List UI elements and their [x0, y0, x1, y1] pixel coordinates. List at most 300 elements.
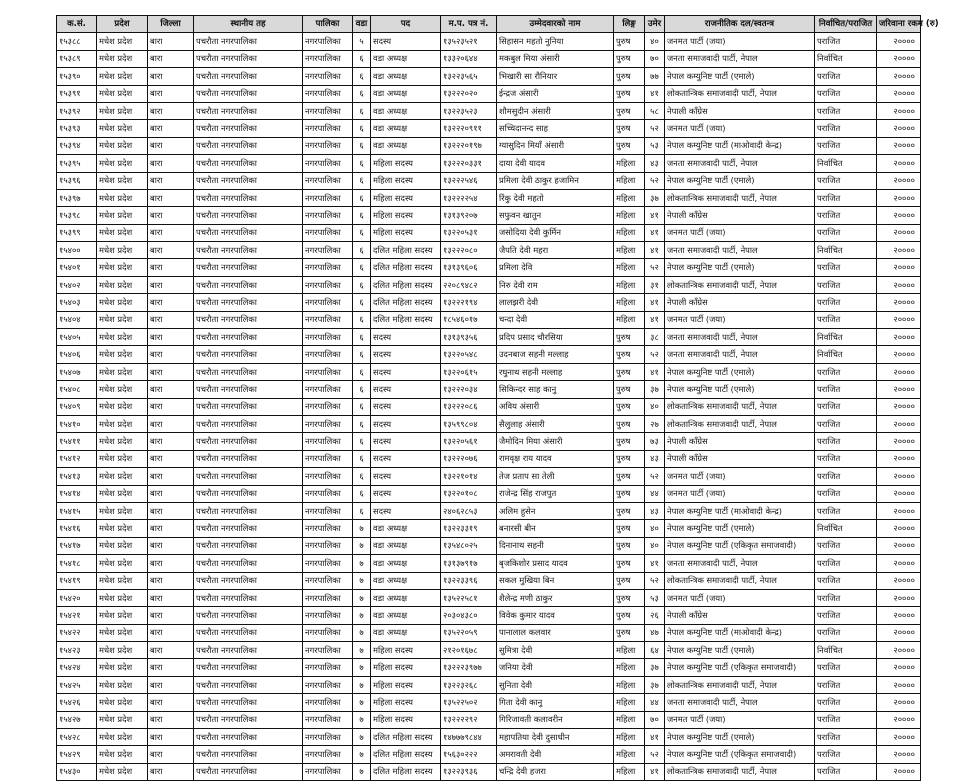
cell-ballot-number: १३५२२५८१ [441, 589, 497, 606]
cell-gender: पुरुष [614, 589, 645, 606]
cell-district: बारा [148, 659, 194, 676]
table-row [57, 659, 921, 676]
cell-district: बारा [148, 329, 194, 346]
cell-municipality-type: नगरपालिका [303, 120, 353, 137]
cell-municipality-type: नगरपालिका [303, 607, 353, 624]
cell-serial-number: १५३९१ [57, 85, 97, 102]
cell-serial-number: १५३९७ [57, 189, 97, 206]
cell-political-party: लोकतान्त्रिक समाजवादी पार्टी, नेपाल [665, 763, 815, 780]
cell-age: ५२ [645, 120, 665, 137]
cell-ballot-number: १३५४८०२५ [441, 537, 497, 554]
cell-result: पराजित [815, 102, 877, 119]
column-header-serial-number: क.सं. [57, 16, 97, 33]
cell-ward: ६ [353, 68, 371, 85]
cell-fine-amount: २०००० [877, 468, 921, 485]
cell-post: सदस्य [371, 450, 441, 467]
cell-post: महिला सदस्य [371, 642, 441, 659]
cell-serial-number: १५३९८ [57, 207, 97, 224]
cell-candidate-name: शौमसुदीन अंसारी [497, 102, 614, 119]
cell-ward: ७ [353, 555, 371, 572]
cell-serial-number: १५३८९ [57, 50, 97, 67]
cell-serial-number: १५४०२ [57, 276, 97, 293]
cell-serial-number: १५४२९ [57, 746, 97, 763]
cell-district: बारा [148, 207, 194, 224]
cell-political-party: नेपाली काँग्रेस [665, 294, 815, 311]
cell-local-level: पचरौता नगरपालिका [194, 520, 303, 537]
cell-ward: ५ [353, 33, 371, 50]
cell-post: सदस्य [371, 381, 441, 398]
cell-local-level: पचरौता नगरपालिका [194, 294, 303, 311]
cell-municipality-type: नगरपालिका [303, 694, 353, 711]
cell-district: बारा [148, 363, 194, 380]
cell-age: ५२ [645, 468, 665, 485]
cell-candidate-name: उदनबाज सहनी मल्लाह [497, 346, 614, 363]
cell-local-level: पचरौता नगरपालिका [194, 642, 303, 659]
cell-ballot-number: २२०८९४८२ [441, 276, 497, 293]
cell-post: दलित महिला सदस्य [371, 763, 441, 780]
cell-ward: ७ [353, 537, 371, 554]
cell-gender: पुरुष [614, 572, 645, 589]
cell-local-level: पचरौता नगरपालिका [194, 50, 303, 67]
cell-ballot-number: १३२२२५४६ [441, 172, 497, 189]
cell-ward: ७ [353, 642, 371, 659]
cell-political-party: लोकतान्त्रिक समाजवादी पार्टी, नेपाल [665, 276, 815, 293]
cell-candidate-name: सफुवन खातुन [497, 207, 614, 224]
cell-age: ४० [645, 537, 665, 554]
cell-gender: पुरुष [614, 33, 645, 50]
cell-post: महिला सदस्य [371, 189, 441, 206]
cell-local-level: पचरौता नगरपालिका [194, 85, 303, 102]
cell-post: वडा अध्यक्ष [371, 589, 441, 606]
cell-local-level: पचरौता नगरपालिका [194, 555, 303, 572]
cell-gender: पुरुष [614, 329, 645, 346]
cell-political-party: नेपाल कम्युनिष्ट पार्टी (माओवादी केन्द्र) [665, 624, 815, 641]
cell-gender: पुरुष [614, 346, 645, 363]
table-row [57, 537, 921, 554]
cell-serial-number: १५४०१ [57, 259, 97, 276]
cell-municipality-type: नगरपालिका [303, 207, 353, 224]
cell-result: पराजित [815, 363, 877, 380]
cell-local-level: पचरौता नगरपालिका [194, 172, 303, 189]
cell-candidate-name: निरु देवी राम [497, 276, 614, 293]
cell-political-party: जनमत पार्टी (जया) [665, 224, 815, 241]
cell-post: सदस्य [371, 33, 441, 50]
cell-post: वडा अध्यक्ष [371, 137, 441, 154]
cell-fine-amount: २०००० [877, 120, 921, 137]
cell-candidate-name: बनारसी बीन [497, 520, 614, 537]
cell-gender: पुरुष [614, 502, 645, 519]
cell-candidate-name: भिखारी सा रौनियार [497, 68, 614, 85]
cell-result: पराजित [815, 468, 877, 485]
cell-district: बारा [148, 450, 194, 467]
cell-post: वडा अध्यक्ष [371, 572, 441, 589]
cell-result: निर्वाचित [815, 642, 877, 659]
cell-serial-number: १५४०८ [57, 381, 97, 398]
cell-fine-amount: २०००० [877, 276, 921, 293]
cell-province: मधेश प्रदेश [97, 276, 148, 293]
cell-serial-number: १५३९४ [57, 137, 97, 154]
cell-local-level: पचरौता नगरपालिका [194, 33, 303, 50]
cell-province: मधेश प्रदेश [97, 294, 148, 311]
cell-local-level: पचरौता नगरपालिका [194, 589, 303, 606]
cell-candidate-name: जनिया देवी [497, 659, 614, 676]
cell-ward: ६ [353, 155, 371, 172]
cell-candidate-name: चन्दा देवी [497, 311, 614, 328]
cell-municipality-type: नगरपालिका [303, 520, 353, 537]
cell-fine-amount: २०००० [877, 659, 921, 676]
cell-local-level: पचरौता नगरपालिका [194, 381, 303, 398]
table-row [57, 711, 921, 728]
cell-province: मधेश प्रदेश [97, 137, 148, 154]
cell-gender: महिला [614, 711, 645, 728]
cell-gender: महिला [614, 259, 645, 276]
cell-political-party: नेपाल कम्युनिष्ट पार्टी (एमाले) [665, 363, 815, 380]
cell-district: बारा [148, 433, 194, 450]
cell-local-level: पचरौता नगरपालिका [194, 346, 303, 363]
cell-political-party: जनता समाजवादी पार्टी, नेपाल [665, 242, 815, 259]
cell-political-party: नेपाल कम्युनिष्ट पार्टी (माओवादी केन्द्र) [665, 137, 815, 154]
cell-local-level: पचरौता नगरपालिका [194, 259, 303, 276]
cell-age: ४४ [645, 694, 665, 711]
cell-age: ५२ [645, 172, 665, 189]
cell-post: सदस्य [371, 346, 441, 363]
cell-candidate-name: सुमित्रा देवी [497, 642, 614, 659]
candidate-table [56, 15, 939, 781]
cell-municipality-type: नगरपालिका [303, 711, 353, 728]
cell-province: मधेश प्रदेश [97, 189, 148, 206]
cell-ward: ६ [353, 172, 371, 189]
cell-gender: महिला [614, 311, 645, 328]
cell-fine-amount: २०००० [877, 746, 921, 763]
table-row [57, 68, 921, 85]
cell-political-party: नेपाल कम्युनिष्ट पार्टी (एकिकृत समाजवादी) [665, 746, 815, 763]
cell-district: बारा [148, 120, 194, 137]
cell-ward: ६ [353, 50, 371, 67]
cell-ward: ६ [353, 102, 371, 119]
cell-province: मधेश प्रदेश [97, 224, 148, 241]
cell-province: मधेश प्रदेश [97, 659, 148, 676]
cell-post: वडा अध्यक्ष [371, 68, 441, 85]
cell-ballot-number: १३१३९६०६ [441, 259, 497, 276]
cell-age: ४७ [645, 624, 665, 641]
cell-ward: ७ [353, 729, 371, 746]
cell-ward: ६ [353, 259, 371, 276]
cell-ward: ७ [353, 694, 371, 711]
column-header-fine-amount: जरिवाना रकम (रु) [877, 16, 921, 33]
cell-local-level: पचरौता नगरपालिका [194, 746, 303, 763]
cell-ward: ६ [353, 502, 371, 519]
cell-fine-amount: २०००० [877, 642, 921, 659]
cell-province: मधेश प्रदेश [97, 346, 148, 363]
cell-ballot-number: १३२२२०२० [441, 85, 497, 102]
cell-province: मधेश प्रदेश [97, 520, 148, 537]
table-row [57, 224, 921, 241]
cell-province: मधेश प्रदेश [97, 607, 148, 624]
cell-political-party: नेपाल कम्युनिष्ट पार्टी (एमाले) [665, 172, 815, 189]
cell-age: ३७ [645, 659, 665, 676]
cell-local-level: पचरौता नगरपालिका [194, 572, 303, 589]
cell-ward: ६ [353, 398, 371, 415]
cell-local-level: पचरौता नगरपालिका [194, 224, 303, 241]
cell-ward: ७ [353, 746, 371, 763]
cell-serial-number: १५४१९ [57, 572, 97, 589]
cell-serial-number: १५४१८ [57, 555, 97, 572]
cell-province: मधेश प्रदेश [97, 676, 148, 693]
table-row [57, 137, 921, 154]
cell-municipality-type: नगरपालिका [303, 642, 353, 659]
cell-gender: पुरुष [614, 137, 645, 154]
cell-candidate-name: अलिम हुसेन [497, 502, 614, 519]
cell-serial-number: १५३८८ [57, 33, 97, 50]
cell-age: ४१ [645, 555, 665, 572]
cell-candidate-name: दाया देवी यादव [497, 155, 614, 172]
cell-serial-number: १५४११ [57, 433, 97, 450]
cell-post: सदस्य [371, 329, 441, 346]
cell-candidate-name: जैपति देवी महरा [497, 242, 614, 259]
table-row [57, 363, 921, 380]
cell-local-level: पचरौता नगरपालिका [194, 102, 303, 119]
cell-serial-number: १५४१७ [57, 537, 97, 554]
cell-political-party: लोकतान्त्रिक समाजवादी पार्टी, नेपाल [665, 572, 815, 589]
cell-ballot-number: १३२२२०८० [441, 242, 497, 259]
cell-ward: ७ [353, 607, 371, 624]
cell-political-party: नेपाल कम्युनिष्ट पार्टी (एमाले) [665, 642, 815, 659]
cell-gender: महिला [614, 729, 645, 746]
cell-gender: महिला [614, 207, 645, 224]
cell-municipality-type: नगरपालिका [303, 676, 353, 693]
cell-age: ४४ [645, 485, 665, 502]
cell-local-level: पचरौता नगरपालिका [194, 207, 303, 224]
cell-ward: ६ [353, 346, 371, 363]
cell-municipality-type: नगरपालिका [303, 102, 353, 119]
table-row [57, 398, 921, 415]
table-row [57, 85, 921, 102]
cell-ballot-number: १३२२३२६८ [441, 676, 497, 693]
cell-serial-number: १५४१२ [57, 450, 97, 467]
column-header-ward: वडा [353, 16, 371, 33]
cell-gender: महिला [614, 294, 645, 311]
cell-political-party: जनमत पार्टी (जया) [665, 711, 815, 728]
cell-serial-number: १५४१६ [57, 520, 97, 537]
cell-candidate-name: सिकिन्दर साह कानु [497, 381, 614, 398]
cell-ward: ६ [353, 311, 371, 328]
cell-municipality-type: नगरपालिका [303, 746, 353, 763]
cell-age: ५३ [645, 137, 665, 154]
cell-post: वडा अध्यक्ष [371, 520, 441, 537]
cell-ballot-number: १३२२३३१९ [441, 520, 497, 537]
table-row [57, 642, 921, 659]
cell-fine-amount: २०००० [877, 381, 921, 398]
table-row [57, 311, 921, 328]
cell-post: वडा अध्यक्ष [371, 624, 441, 641]
cell-municipality-type: नगरपालिका [303, 189, 353, 206]
cell-age: ४३ [645, 502, 665, 519]
cell-age: ३७ [645, 381, 665, 398]
table-row [57, 607, 921, 624]
cell-result: पराजित [815, 259, 877, 276]
cell-fine-amount: २०००० [877, 502, 921, 519]
cell-post: सदस्य [371, 398, 441, 415]
cell-candidate-name: सकल मुखिया बिन [497, 572, 614, 589]
cell-serial-number: १५४१३ [57, 468, 97, 485]
cell-municipality-type: नगरपालिका [303, 137, 353, 154]
cell-ballot-number: १३२२३३९६ [441, 572, 497, 589]
cell-post: सदस्य [371, 485, 441, 502]
cell-age: ३१ [645, 276, 665, 293]
table-row [57, 207, 921, 224]
cell-district: बारा [148, 259, 194, 276]
cell-candidate-name: सुनिता देवी [497, 676, 614, 693]
cell-gender: पुरुष [614, 485, 645, 502]
cell-gender: पुरुष [614, 537, 645, 554]
cell-district: बारा [148, 189, 194, 206]
cell-local-level: पचरौता नगरपालिका [194, 311, 303, 328]
cell-post: वडा अध्यक्ष [371, 102, 441, 119]
cell-district: बारा [148, 763, 194, 780]
cell-result: पराजित [815, 85, 877, 102]
cell-result: पराजित [815, 624, 877, 641]
cell-age: ४१ [645, 242, 665, 259]
table-row [57, 450, 921, 467]
cell-fine-amount: २०००० [877, 50, 921, 67]
cell-fine-amount: २०००० [877, 589, 921, 606]
table-row [57, 276, 921, 293]
cell-result: पराजित [815, 659, 877, 676]
cell-serial-number: १५४०५ [57, 329, 97, 346]
cell-fine-amount: २०००० [877, 433, 921, 450]
cell-candidate-name: रघुनाथ सहनी मल्लाह [497, 363, 614, 380]
cell-result: पराजित [815, 433, 877, 450]
cell-province: मधेश प्रदेश [97, 33, 148, 50]
cell-municipality-type: नगरपालिका [303, 450, 353, 467]
cell-ward: ७ [353, 589, 371, 606]
cell-district: बारा [148, 50, 194, 67]
cell-result: निर्वाचित [815, 155, 877, 172]
cell-ward: ६ [353, 415, 371, 432]
cell-post: दलित महिला सदस्य [371, 746, 441, 763]
cell-result: पराजित [815, 572, 877, 589]
cell-political-party: नेपाली काँग्रेस [665, 450, 815, 467]
cell-candidate-name: प्रमिला देवि [497, 259, 614, 276]
cell-ballot-number: १३२२२०७६ [441, 450, 497, 467]
cell-ward: ७ [353, 763, 371, 780]
cell-district: बारा [148, 172, 194, 189]
cell-age: ७३ [645, 433, 665, 450]
cell-age: ४० [645, 398, 665, 415]
cell-ward: ६ [353, 468, 371, 485]
cell-gender: पुरुष [614, 607, 645, 624]
cell-municipality-type: नगरपालिका [303, 381, 353, 398]
cell-fine-amount: २०००० [877, 137, 921, 154]
cell-gender: महिला [614, 172, 645, 189]
cell-age: ५३ [645, 589, 665, 606]
cell-ward: ६ [353, 276, 371, 293]
cell-ballot-number: १३२२३५२३ [441, 102, 497, 119]
table-row [57, 468, 921, 485]
column-header-province: प्रदेश [97, 16, 148, 33]
cell-fine-amount: २०००० [877, 189, 921, 206]
cell-fine-amount: २०००० [877, 172, 921, 189]
cell-gender: पुरुष [614, 398, 645, 415]
cell-local-level: पचरौता नगरपालिका [194, 242, 303, 259]
cell-age: ३७ [645, 676, 665, 693]
cell-fine-amount: २०००० [877, 102, 921, 119]
cell-ballot-number: २०३०४३८० [441, 607, 497, 624]
cell-ballot-number: १३२२०५४८ [441, 346, 497, 363]
cell-local-level: पचरौता नगरपालिका [194, 624, 303, 641]
table-row [57, 624, 921, 641]
cell-municipality-type: नगरपालिका [303, 294, 353, 311]
table-row [57, 555, 921, 572]
cell-ballot-number: १३५२२५०२ [441, 694, 497, 711]
cell-gender: पुरुष [614, 120, 645, 137]
cell-result: पराजित [815, 189, 877, 206]
cell-ballot-number: १३१३९२०७ [441, 207, 497, 224]
cell-post: वडा अध्यक्ष [371, 607, 441, 624]
cell-candidate-name: जसोदिया देवी कुर्मिन [497, 224, 614, 241]
cell-age: ४१ [645, 311, 665, 328]
cell-province: मधेश प्रदेश [97, 555, 148, 572]
cell-district: बारा [148, 624, 194, 641]
cell-province: मधेश प्रदेश [97, 729, 148, 746]
cell-fine-amount: २०००० [877, 555, 921, 572]
cell-local-level: पचरौता नगरपालिका [194, 659, 303, 676]
cell-political-party: नेपाल कम्युनिष्ट पार्टी (एकिकृत समाजवादी) [665, 537, 815, 554]
cell-municipality-type: नगरपालिका [303, 85, 353, 102]
cell-municipality-type: नगरपालिका [303, 468, 353, 485]
cell-fine-amount: २०००० [877, 729, 921, 746]
cell-district: बारा [148, 33, 194, 50]
cell-result: पराजित [815, 607, 877, 624]
cell-result: पराजित [815, 172, 877, 189]
cell-candidate-name: ईन्द्रज अंसारी [497, 85, 614, 102]
cell-candidate-name: रामवृक्ष राय यादव [497, 450, 614, 467]
cell-province: मधेश प्रदेश [97, 329, 148, 346]
table-row [57, 572, 921, 589]
cell-age: ७० [645, 50, 665, 67]
cell-result: निर्वाचित [815, 242, 877, 259]
cell-political-party: जनता समाजवादी पार्टी, नेपाल [665, 155, 815, 172]
column-header-local-level: स्थानीय तह [194, 16, 303, 33]
cell-municipality-type: नगरपालिका [303, 729, 353, 746]
cell-result: पराजित [815, 398, 877, 415]
cell-result: पराजित [815, 485, 877, 502]
cell-political-party: जनता समाजवादी पार्टी, नेपाल [665, 694, 815, 711]
table-row [57, 50, 921, 67]
cell-gender: महिला [614, 189, 645, 206]
candidate-results-sheet [56, 15, 939, 781]
table-row [57, 433, 921, 450]
cell-district: बारा [148, 537, 194, 554]
cell-gender: पुरुष [614, 68, 645, 85]
cell-municipality-type: नगरपालिका [303, 398, 353, 415]
cell-municipality-type: नगरपालिका [303, 259, 353, 276]
cell-result: पराजित [815, 294, 877, 311]
cell-municipality-type: नगरपालिका [303, 659, 353, 676]
cell-post: दलित महिला सदस्य [371, 311, 441, 328]
cell-gender: महिला [614, 763, 645, 780]
cell-gender: पुरुष [614, 450, 645, 467]
cell-post: सदस्य [371, 468, 441, 485]
cell-municipality-type: नगरपालिका [303, 242, 353, 259]
cell-fine-amount: २०००० [877, 763, 921, 780]
cell-district: बारा [148, 676, 194, 693]
cell-municipality-type: नगरपालिका [303, 572, 353, 589]
cell-district: बारा [148, 589, 194, 606]
cell-gender: पुरुष [614, 381, 645, 398]
cell-province: मधेश प्रदेश [97, 746, 148, 763]
cell-post: वडा अध्यक्ष [371, 85, 441, 102]
